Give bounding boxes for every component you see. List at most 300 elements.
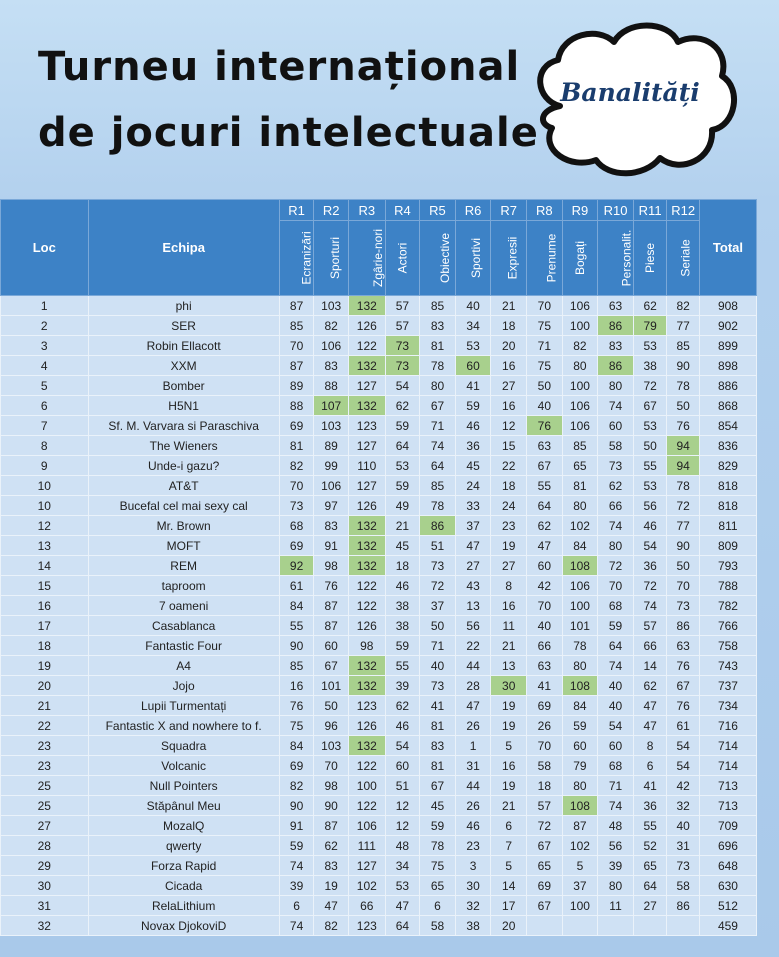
table-row <box>1 516 757 536</box>
cell-score: 66 <box>633 636 667 656</box>
cell-score: 74 <box>598 796 634 816</box>
cell-team: Fantastic X and nowhere to f. <box>88 716 279 736</box>
cell-score: 18 <box>491 476 527 496</box>
cell-total: 734 <box>699 696 756 716</box>
cell-loc: 27 <box>1 816 89 836</box>
cell-loc: 16 <box>1 596 89 616</box>
cell-score: 81 <box>562 476 598 496</box>
cell-score: 55 <box>527 476 563 496</box>
cell-score: 87 <box>314 616 349 636</box>
cell-total: 758 <box>699 636 756 656</box>
cell-score: 82 <box>314 916 349 936</box>
cell-score: 71 <box>420 636 456 656</box>
cell-score: 122 <box>348 756 385 776</box>
cell-score: 103 <box>314 416 349 436</box>
cell-score: 98 <box>314 556 349 576</box>
cell-score: 81 <box>420 756 456 776</box>
cell-score: 67 <box>633 396 667 416</box>
cell-score: 30 <box>491 676 527 696</box>
cell-score: 47 <box>455 536 491 556</box>
cell-score: 77 <box>667 316 700 336</box>
cell-score: 83 <box>420 316 456 336</box>
cell-total: 886 <box>699 376 756 396</box>
cell-score: 67 <box>527 456 563 476</box>
cell-total: 713 <box>699 776 756 796</box>
cell-score: 108 <box>562 796 598 816</box>
cell-score: 106 <box>562 576 598 596</box>
cell-team: Volcanic <box>88 756 279 776</box>
cell-score: 56 <box>598 836 634 856</box>
cell-score: 58 <box>667 876 700 896</box>
cell-score: 45 <box>455 456 491 476</box>
cell-score: 91 <box>279 816 314 836</box>
cell-score: 37 <box>455 516 491 536</box>
cell-total: 714 <box>699 736 756 756</box>
cell-score: 69 <box>279 416 314 436</box>
cell-score: 80 <box>598 536 634 556</box>
table-row <box>1 456 757 476</box>
cell-total: 714 <box>699 756 756 776</box>
cell-score <box>527 916 563 936</box>
header-round-name <box>314 221 349 296</box>
cell-score: 40 <box>598 676 634 696</box>
cell-score: 39 <box>598 856 634 876</box>
cell-score: 106 <box>562 396 598 416</box>
cell-score: 80 <box>598 876 634 896</box>
cell-score: 62 <box>633 676 667 696</box>
cell-score: 36 <box>633 796 667 816</box>
cell-loc: 22 <box>1 716 89 736</box>
cell-score: 15 <box>491 436 527 456</box>
cell-loc: 8 <box>1 436 89 456</box>
cell-score: 75 <box>527 356 563 376</box>
cell-score: 96 <box>314 716 349 736</box>
cell-score: 62 <box>598 476 634 496</box>
cell-score: 78 <box>562 636 598 656</box>
cell-team: Robin Ellacott <box>88 336 279 356</box>
cell-total: 868 <box>699 396 756 416</box>
cell-team: A4 <box>88 656 279 676</box>
cell-score: 57 <box>527 796 563 816</box>
cell-score: 16 <box>491 596 527 616</box>
table-row <box>1 376 757 396</box>
table-row <box>1 576 757 596</box>
results-table <box>0 199 757 936</box>
cell-score: 83 <box>598 336 634 356</box>
cell-loc: 29 <box>1 856 89 876</box>
cell-score: 61 <box>279 576 314 596</box>
cell-score: 50 <box>527 376 563 396</box>
cell-score: 82 <box>667 296 700 316</box>
cell-score: 78 <box>667 376 700 396</box>
cell-score: 6 <box>633 756 667 776</box>
cell-score: 102 <box>562 836 598 856</box>
header-round-code: R4 <box>385 200 420 221</box>
cell-score: 54 <box>667 736 700 756</box>
cell-score: 62 <box>385 696 420 716</box>
cell-score: 56 <box>455 616 491 636</box>
cell-score: 72 <box>527 816 563 836</box>
cell-score: 70 <box>314 756 349 776</box>
cell-score: 63 <box>667 636 700 656</box>
cell-score: 127 <box>348 476 385 496</box>
table-row <box>1 596 757 616</box>
cell-score: 65 <box>420 876 456 896</box>
cell-score: 82 <box>562 336 598 356</box>
header-round-name <box>633 221 667 296</box>
cell-score: 106 <box>314 336 349 356</box>
cell-score: 17 <box>491 896 527 916</box>
cell-score: 86 <box>667 616 700 636</box>
round-name-label: Seriale <box>679 239 694 277</box>
cell-score: 46 <box>385 716 420 736</box>
cell-loc: 2 <box>1 316 89 336</box>
cell-total: 818 <box>699 476 756 496</box>
cell-score: 47 <box>633 696 667 716</box>
cell-score: 53 <box>385 456 420 476</box>
cell-score: 13 <box>455 596 491 616</box>
cell-score: 34 <box>385 856 420 876</box>
cell-score: 83 <box>314 516 349 536</box>
cell-score: 12 <box>385 796 420 816</box>
cell-score: 40 <box>455 296 491 316</box>
cell-score: 68 <box>598 756 634 776</box>
cell-score: 67 <box>420 396 456 416</box>
cell-score: 42 <box>527 576 563 596</box>
cell-score: 44 <box>455 776 491 796</box>
table-row <box>1 636 757 656</box>
cell-score: 74 <box>279 916 314 936</box>
table-row <box>1 836 757 856</box>
cell-score: 76 <box>667 696 700 716</box>
cell-score: 122 <box>348 576 385 596</box>
cell-score: 88 <box>314 376 349 396</box>
cell-score: 1 <box>455 736 491 756</box>
cell-total: 788 <box>699 576 756 596</box>
cell-score: 80 <box>420 376 456 396</box>
cell-score: 108 <box>562 556 598 576</box>
cell-score: 16 <box>491 396 527 416</box>
cell-score: 85 <box>562 436 598 456</box>
cell-total: 696 <box>699 836 756 856</box>
cell-loc: 21 <box>1 696 89 716</box>
header-total: Total <box>699 200 756 296</box>
header-round-code: R11 <box>633 200 667 221</box>
cell-score: 47 <box>527 536 563 556</box>
cell-score: 89 <box>279 376 314 396</box>
cell-score: 39 <box>385 676 420 696</box>
cell-loc: 15 <box>1 576 89 596</box>
cell-score: 14 <box>633 656 667 676</box>
cell-score: 11 <box>598 896 634 916</box>
cell-score: 75 <box>527 316 563 336</box>
cell-score: 71 <box>598 776 634 796</box>
cell-score: 19 <box>491 696 527 716</box>
cell-team: Fantastic Four <box>88 636 279 656</box>
cell-score: 23 <box>491 516 527 536</box>
header-round-name <box>348 221 385 296</box>
header-round-code: R12 <box>667 200 700 221</box>
cell-score: 54 <box>385 736 420 756</box>
cell-score: 132 <box>348 296 385 316</box>
cell-score: 74 <box>633 596 667 616</box>
cell-score: 67 <box>527 836 563 856</box>
table-row <box>1 396 757 416</box>
cell-team: taproom <box>88 576 279 596</box>
cell-score: 53 <box>633 416 667 436</box>
cell-score: 75 <box>420 856 456 876</box>
cell-team: REM <box>88 556 279 576</box>
cell-loc: 32 <box>1 916 89 936</box>
cell-score: 18 <box>385 556 420 576</box>
cell-score: 82 <box>314 316 349 336</box>
cell-score: 126 <box>348 616 385 636</box>
cell-score <box>667 916 700 936</box>
cell-score: 30 <box>455 876 491 896</box>
cell-score: 36 <box>633 556 667 576</box>
cell-score: 127 <box>348 376 385 396</box>
cell-score: 68 <box>598 596 634 616</box>
cell-team: H5N1 <box>88 396 279 416</box>
cell-score: 70 <box>527 296 563 316</box>
cell-score: 78 <box>420 836 456 856</box>
cell-loc: 31 <box>1 896 89 916</box>
table-row <box>1 356 757 376</box>
cell-team: Lupii Turmentați <box>88 696 279 716</box>
cell-score: 74 <box>598 656 634 676</box>
table-row <box>1 436 757 456</box>
cell-score: 27 <box>491 556 527 576</box>
cell-score: 5 <box>491 736 527 756</box>
table-row <box>1 676 757 696</box>
cell-total: 898 <box>699 356 756 376</box>
cell-total: 743 <box>699 656 756 676</box>
cell-score: 76 <box>279 696 314 716</box>
cell-score: 19 <box>491 716 527 736</box>
cell-score: 27 <box>633 896 667 916</box>
cell-score: 122 <box>348 336 385 356</box>
cell-score: 65 <box>633 856 667 876</box>
cell-team: Sf. M. Varvara si Paraschiva <box>88 416 279 436</box>
cell-loc: 14 <box>1 556 89 576</box>
cell-team: Cicada <box>88 876 279 896</box>
cell-team: MOFT <box>88 536 279 556</box>
cell-total: 908 <box>699 296 756 316</box>
header-round-code: R10 <box>598 200 634 221</box>
cell-score: 77 <box>667 516 700 536</box>
cell-score: 37 <box>420 596 456 616</box>
cell-team: MozalQ <box>88 816 279 836</box>
cell-total: 782 <box>699 596 756 616</box>
cell-score: 19 <box>491 776 527 796</box>
cell-score: 55 <box>279 616 314 636</box>
cell-score <box>633 916 667 936</box>
cell-score: 73 <box>667 856 700 876</box>
cell-loc: 23 <box>1 736 89 756</box>
cell-score: 123 <box>348 916 385 936</box>
cell-team: Jojo <box>88 676 279 696</box>
cell-score: 62 <box>527 516 563 536</box>
cell-score: 27 <box>491 376 527 396</box>
cell-score: 89 <box>314 436 349 456</box>
cell-score: 82 <box>279 776 314 796</box>
cell-score: 74 <box>598 516 634 536</box>
cell-score: 66 <box>598 496 634 516</box>
cell-score: 49 <box>385 496 420 516</box>
cell-score: 82 <box>279 456 314 476</box>
cell-total: 713 <box>699 796 756 816</box>
cell-score: 80 <box>562 496 598 516</box>
cell-loc: 10 <box>1 496 89 516</box>
cell-score: 106 <box>562 296 598 316</box>
cell-loc: 3 <box>1 336 89 356</box>
cell-score: 64 <box>385 436 420 456</box>
cell-score: 54 <box>598 716 634 736</box>
cell-score: 85 <box>279 656 314 676</box>
cell-score: 76 <box>314 576 349 596</box>
cell-score: 69 <box>279 756 314 776</box>
cell-score: 71 <box>420 416 456 436</box>
table-row <box>1 296 757 316</box>
cell-score: 54 <box>667 756 700 776</box>
cell-score: 76 <box>667 656 700 676</box>
cell-score: 73 <box>598 456 634 476</box>
cell-score: 85 <box>420 296 456 316</box>
header-round-name <box>455 221 491 296</box>
round-name-label: Personalit. <box>619 229 634 287</box>
cell-score: 132 <box>348 556 385 576</box>
table-row <box>1 716 757 736</box>
cell-score: 40 <box>667 816 700 836</box>
cell-score: 50 <box>667 396 700 416</box>
cell-score: 31 <box>667 836 700 856</box>
cell-score: 65 <box>527 856 563 876</box>
cell-score: 90 <box>279 636 314 656</box>
table-row <box>1 916 757 936</box>
header-loc: Loc <box>1 200 89 296</box>
cell-score: 85 <box>667 336 700 356</box>
cell-score: 87 <box>279 356 314 376</box>
cell-score: 60 <box>527 556 563 576</box>
cell-loc: 12 <box>1 516 89 536</box>
cell-score: 80 <box>562 356 598 376</box>
table-row <box>1 776 757 796</box>
cell-total: 902 <box>699 316 756 336</box>
cell-score: 50 <box>667 556 700 576</box>
cell-score: 80 <box>562 656 598 676</box>
cell-score: 59 <box>562 716 598 736</box>
cell-total: 836 <box>699 436 756 456</box>
cell-score: 86 <box>420 516 456 536</box>
round-name-label: Piese <box>643 242 658 274</box>
cell-score: 106 <box>348 816 385 836</box>
cell-score: 81 <box>420 716 456 736</box>
cell-score: 70 <box>279 336 314 356</box>
cell-score: 8 <box>491 576 527 596</box>
cell-score: 73 <box>420 676 456 696</box>
cell-score: 40 <box>420 656 456 676</box>
cell-score: 76 <box>667 416 700 436</box>
cell-score: 40 <box>527 616 563 636</box>
cell-score: 87 <box>314 596 349 616</box>
cell-score: 18 <box>491 316 527 336</box>
table-row <box>1 556 757 576</box>
cell-team: 7 oameni <box>88 596 279 616</box>
cell-score: 27 <box>455 556 491 576</box>
cell-score: 132 <box>348 516 385 536</box>
cell-score: 53 <box>385 876 420 896</box>
header-round-code: R2 <box>314 200 349 221</box>
cell-score: 86 <box>598 316 634 336</box>
cell-score: 59 <box>598 616 634 636</box>
cell-score: 84 <box>279 736 314 756</box>
cell-score: 21 <box>385 516 420 536</box>
cell-score: 79 <box>633 316 667 336</box>
cell-score: 38 <box>455 916 491 936</box>
cell-score: 126 <box>348 716 385 736</box>
cell-score: 72 <box>633 576 667 596</box>
cell-score: 22 <box>455 636 491 656</box>
cell-team: qwerty <box>88 836 279 856</box>
cell-score: 6 <box>420 896 456 916</box>
cell-score: 23 <box>455 836 491 856</box>
cell-score: 83 <box>314 856 349 876</box>
cell-team: Unde-i gazu? <box>88 456 279 476</box>
cell-score: 79 <box>562 756 598 776</box>
cell-score: 88 <box>279 396 314 416</box>
cell-loc: 28 <box>1 836 89 856</box>
cell-score: 87 <box>314 816 349 836</box>
cell-score: 68 <box>279 516 314 536</box>
cell-score: 54 <box>633 536 667 556</box>
cell-score: 94 <box>667 456 700 476</box>
cell-score: 84 <box>562 696 598 716</box>
cell-score: 54 <box>385 376 420 396</box>
cell-score: 22 <box>491 456 527 476</box>
cell-loc: 23 <box>1 756 89 776</box>
cell-score: 62 <box>633 296 667 316</box>
cell-score: 67 <box>667 676 700 696</box>
cell-score: 45 <box>385 536 420 556</box>
cell-total: 512 <box>699 896 756 916</box>
cell-score: 81 <box>420 336 456 356</box>
header-round-name <box>420 221 456 296</box>
cell-score: 87 <box>279 296 314 316</box>
cell-score: 81 <box>279 436 314 456</box>
cell-score: 63 <box>527 656 563 676</box>
header-team: Echipa <box>88 200 279 296</box>
cell-score: 39 <box>279 876 314 896</box>
cell-score: 83 <box>420 736 456 756</box>
cell-score: 102 <box>348 876 385 896</box>
cell-score: 46 <box>633 516 667 536</box>
cell-score: 43 <box>455 576 491 596</box>
cell-score: 60 <box>598 416 634 436</box>
cell-score: 64 <box>598 636 634 656</box>
cell-total: 854 <box>699 416 756 436</box>
cell-score: 42 <box>667 776 700 796</box>
cell-score: 61 <box>667 716 700 736</box>
cell-score: 64 <box>527 496 563 516</box>
cell-score: 72 <box>598 556 634 576</box>
cell-score: 73 <box>279 496 314 516</box>
header-round-name <box>385 221 420 296</box>
cell-score: 36 <box>455 436 491 456</box>
cell-score: 132 <box>348 536 385 556</box>
cell-score: 57 <box>385 316 420 336</box>
cell-loc: 20 <box>1 676 89 696</box>
cell-score: 14 <box>491 876 527 896</box>
